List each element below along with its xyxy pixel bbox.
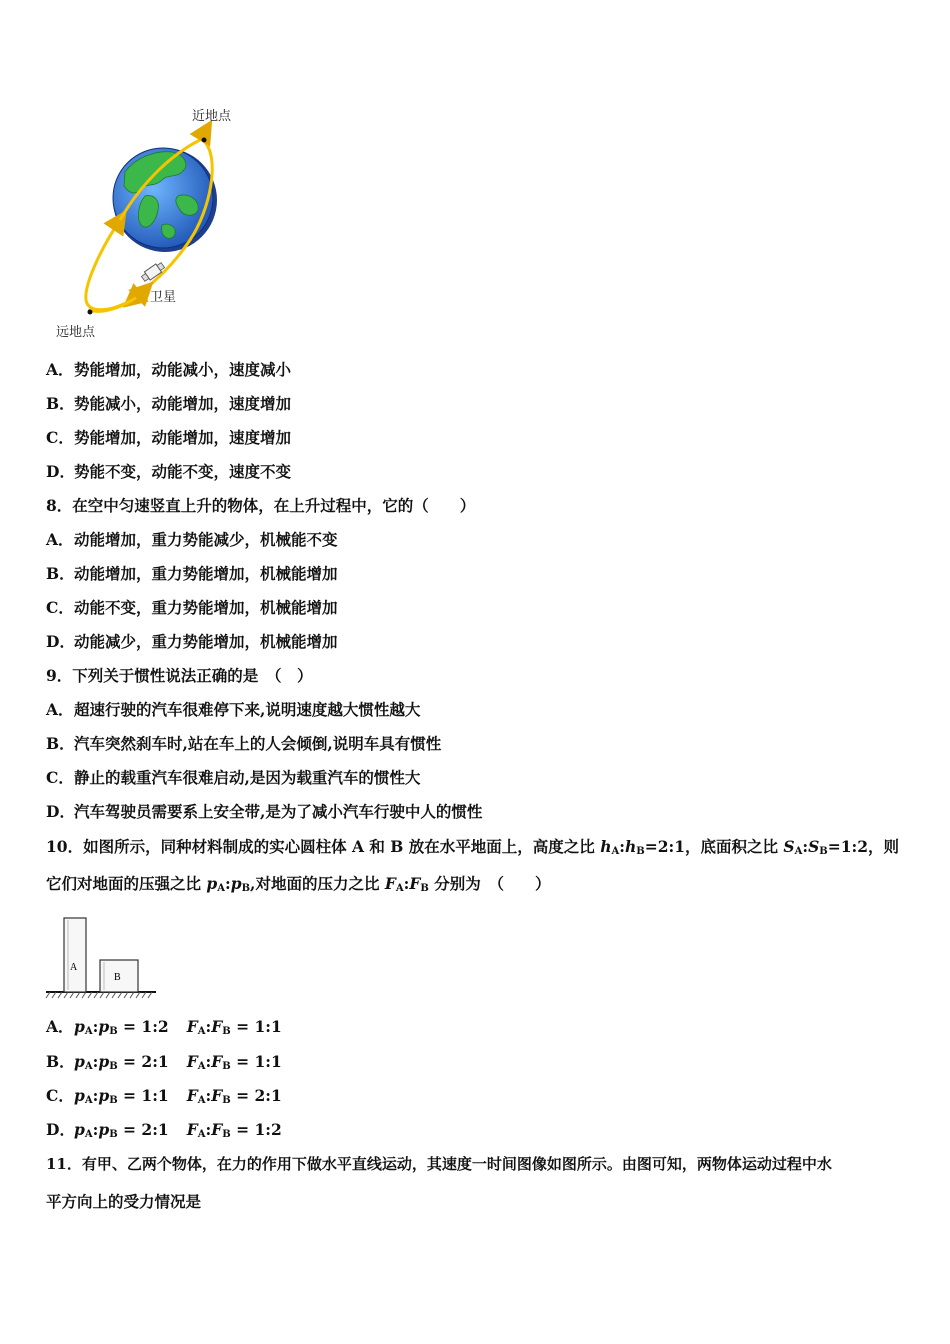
pressure-ratio: = 1:1 (123, 1086, 169, 1105)
option-text: 汽车驾驶员需要系上安全带,是为了减小汽车行驶中人的惯性 (74, 802, 483, 821)
cylinder-a-label: A (70, 962, 78, 973)
q7-option-b[interactable] (46, 393, 291, 415)
q10-option-c[interactable]: C．$p_A:p_B$ = 1:1 $F_A:F_B$ = 2:1 (46, 1086, 282, 1106)
q10-stem-text: 它们对地面的压强之比 (46, 874, 207, 893)
option-letter: D． (46, 462, 75, 481)
option-letter: A． (46, 530, 74, 549)
q10-stem-line2: 它们对地面的压强之比 $p_A:p_B$,对地面的压力之比 $F_A:F_B$ 分别为 （ ） (46, 874, 551, 894)
option-text: 超速行驶的汽车很难停下来,说明速度越大惯性越大 (74, 700, 421, 719)
option-letter: D． (46, 632, 75, 651)
option-text: 动能不变，重力势能增加，机械能增加 (74, 598, 338, 617)
option-letter: C． (46, 428, 74, 447)
option-letter: D． (46, 802, 75, 821)
q10-option-a[interactable]: A．$p_A:p_B$ = 1:2 $F_A:F_B$ = 1:1 (46, 1017, 282, 1037)
force-ratio: = 1:1 (236, 1052, 282, 1071)
apogee-label: 远地点 (56, 325, 96, 340)
force-ratio: = 1:1 (236, 1017, 282, 1036)
q9-option-b[interactable] (46, 733, 441, 755)
option-letter: A． (46, 1017, 74, 1036)
cylinder-a (64, 918, 86, 992)
q10-option-b[interactable]: B．$p_A:p_B$ = 2:1 $F_A:F_B$ = 1:1 (46, 1052, 282, 1072)
q10-stem-text: ，则 (868, 837, 900, 856)
q9-option-c[interactable] (46, 767, 420, 789)
option-letter: C． (46, 1086, 74, 1105)
option-letter: A． (46, 700, 74, 719)
option-text: 势能不变，动能不变，速度不变 (74, 462, 292, 481)
apogee-dot (88, 310, 93, 315)
pressure-ratio: = 2:1 (123, 1052, 169, 1071)
option-letter: B． (46, 734, 75, 753)
q9-option-d[interactable] (46, 801, 482, 823)
q11-stem-line1: 11．有甲、乙两个物体，在力的作用下做水平直线运动，其速度一时间图像如图所示。由图可知，两物体运动过程中水 (46, 1155, 832, 1173)
q8-option-b[interactable] (46, 563, 338, 585)
area-ratio: =1:2 (827, 837, 869, 856)
option-text: 汽车突然刹车时,站在车上的人会倾倒,说明车具有惯性 (74, 734, 442, 753)
pressure-ratio: = 1:2 (123, 1017, 169, 1036)
q7-option-a[interactable] (46, 359, 291, 381)
force-ratio: = 2:1 (236, 1086, 282, 1105)
option-letter: B． (46, 394, 75, 413)
option-text: 动能增加，重力势能减少，机械能不变 (74, 530, 338, 549)
height-ratio: =2:1 (644, 837, 685, 856)
q10-stem-text: ，底面积之比 (684, 837, 784, 856)
cylinder-b-label: B (114, 972, 121, 983)
satellite-orbit-figure (50, 100, 250, 345)
option-text: 势能增加，动能增加，速度增加 (74, 428, 292, 447)
option-text: 势能增加，动能减小，速度减小 (74, 360, 292, 379)
q11-stem-line2: 平方向上的受力情况是 (46, 1192, 202, 1211)
q9-stem: 9．下列关于惯性说法正确的是 （ ） (46, 666, 313, 685)
satellite-label: 卫星 (150, 290, 177, 305)
q10-option-d[interactable]: D．$p_A:p_B$ = 2:1 $F_A:F_B$ = 1:2 (46, 1120, 282, 1140)
pressure-ratio: = 2:1 (123, 1120, 169, 1139)
q8-option-a[interactable] (46, 529, 338, 551)
option-letter: A． (46, 360, 74, 379)
cylinders-figure (44, 912, 160, 1002)
option-letter: B． (46, 564, 75, 583)
q10-stem-text: 10．如图所示，同种材料制成的实心圆柱体 A 和 B 放在水平地面上，高度之比 (46, 837, 601, 856)
q10-stem-text: ,对地面的压力之比 (250, 874, 385, 893)
ground-hatch (46, 992, 156, 998)
option-letter: B． (46, 1052, 75, 1071)
perigee-label: 近地点 (192, 109, 232, 124)
option-text: 势能减小，动能增加，速度增加 (74, 394, 292, 413)
option-letter: D． (46, 1120, 75, 1139)
option-text: 静止的载重汽车很难启动,是因为载重汽车的惯性大 (74, 768, 421, 787)
q8-option-d[interactable] (46, 631, 338, 653)
option-text: 动能减少，重力势能增加，机械能增加 (74, 632, 338, 651)
q10-stem-text: 分别为 （ ） (428, 874, 551, 893)
option-text: 动能增加，重力势能增加，机械能增加 (74, 564, 338, 583)
option-letter: C． (46, 768, 74, 787)
q8-stem: 8．在空中匀速竖直上升的物体，在上升过程中，它的（ ） (46, 496, 476, 515)
q10-stem-line1: 10．如图所示，同种材料制成的实心圆柱体 A 和 B 放在水平地面上，高度之比 $h_A:h_B=2:1$，底面积之比 $S_A:S_B=1:2$，则 (46, 837, 900, 857)
force-ratio: = 1:2 (236, 1120, 282, 1139)
q9-option-a[interactable] (46, 699, 420, 721)
perigee-dot (202, 138, 207, 143)
satellite-icon (140, 261, 165, 283)
q7-option-c[interactable] (46, 427, 291, 449)
q8-option-c[interactable] (46, 597, 338, 619)
q7-option-d[interactable] (46, 461, 291, 483)
option-letter: C． (46, 598, 74, 617)
